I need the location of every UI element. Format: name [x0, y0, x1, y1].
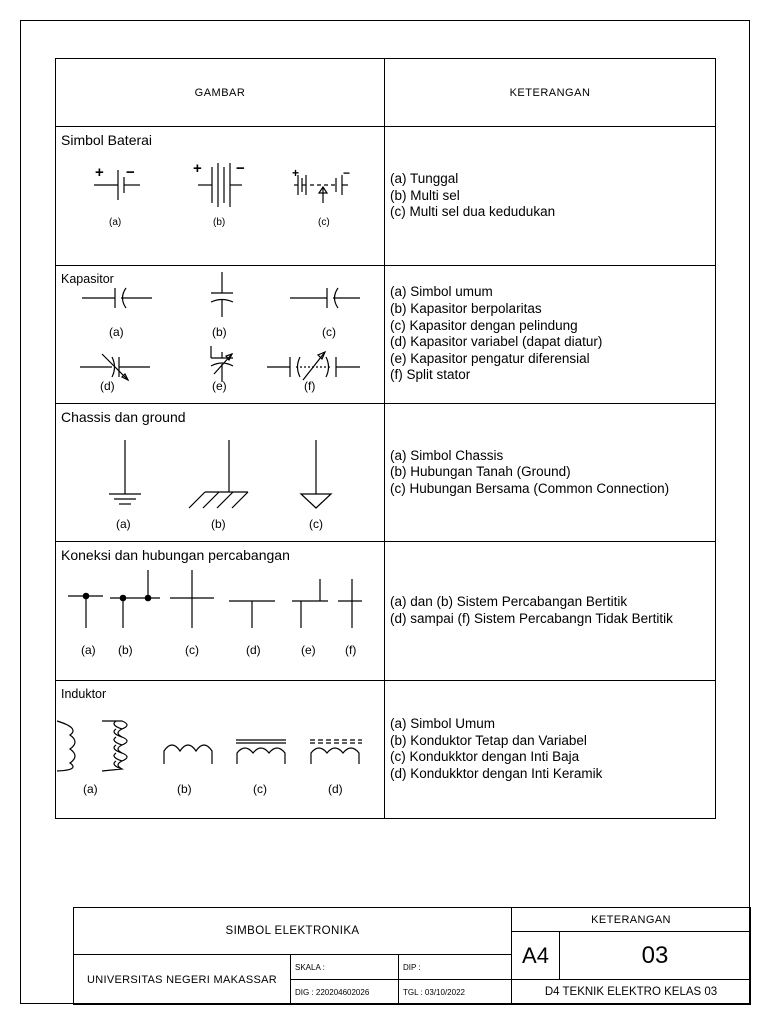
capacitor-description	[385, 265, 716, 403]
earth-ground-icon	[189, 440, 248, 531]
table-row	[56, 680, 716, 818]
offset-junction-icon	[292, 579, 328, 657]
capacitor-differential-icon	[211, 346, 233, 393]
minus-sign: −	[343, 166, 351, 181]
symbol-label: (c)	[185, 643, 199, 658]
symbol-label: (d)	[246, 643, 261, 658]
minus-sign: −	[126, 164, 135, 182]
description-line: (f) Split stator	[390, 367, 471, 383]
capacitor-general-icon	[82, 288, 152, 339]
description-line: (c) Kondukktor dengan Inti Baja	[390, 749, 580, 765]
symbol-label: (f)	[304, 378, 316, 393]
description-line: (b) Konduktor Tetap dan Variabel	[390, 732, 587, 748]
row-caption: Simbol Baterai	[61, 132, 153, 149]
description-line: (d) sampai (f) Sistem Percabangn Tidak Bertitik	[390, 610, 673, 626]
header-gambar: GAMBAR	[56, 59, 385, 127]
keterangan-label: KETERANGAN	[512, 908, 751, 932]
row-caption: Koneksi dan hubungan percabangan	[61, 547, 290, 564]
description-line: (d) Kapasitor variabel (dapat diatur)	[390, 334, 603, 350]
description-line: (b) Multi sel	[390, 187, 460, 203]
capacitor-shielded-icon	[290, 288, 360, 339]
description-line: (a) Tunggal	[390, 170, 459, 186]
capacitor-polarized-icon	[211, 272, 233, 339]
plus-sign: +	[292, 166, 300, 181]
description-line: (b) Kapasitor berpolaritas	[390, 301, 542, 317]
battery-multi-icon	[193, 160, 245, 228]
ground-symbols	[56, 404, 385, 542]
connection-symbols	[56, 542, 385, 680]
skala-field: SKALA :	[291, 955, 399, 980]
description-line: (c) Kapasitor dengan pelindung	[390, 317, 578, 333]
capacitor-symbols-cell	[56, 265, 385, 403]
table-row	[56, 542, 716, 680]
plus-sign: +	[95, 164, 104, 182]
tgl-field: TGL : 03/10/2022	[399, 980, 512, 1005]
symbol-label: (c)	[318, 217, 330, 229]
symbol-label: (a)	[81, 643, 96, 658]
tee-junction-icon	[229, 601, 275, 657]
crossing-icon	[170, 570, 214, 657]
symbol-label: (b)	[211, 516, 226, 531]
row-caption: Induktor	[61, 686, 107, 701]
description-line: (a) dan (b) Sistem Percabangan Bertitik	[390, 594, 628, 610]
symbol-label: (a)	[109, 217, 122, 229]
table-row	[56, 127, 716, 265]
symbol-label: (b)	[213, 217, 226, 229]
drawing-title: SIMBOL ELEKTRONIKA	[74, 908, 512, 955]
symbol-label: (d)	[328, 781, 343, 796]
table-row	[56, 265, 716, 403]
row-caption: Kapasitor	[61, 271, 114, 286]
plus-sign: +	[193, 160, 202, 178]
crossing-no-dot-icon	[338, 579, 362, 657]
symbol-label: (b)	[212, 324, 227, 339]
description-line: (a) Simbol Umum	[390, 716, 496, 732]
table-header-row	[56, 59, 716, 127]
symbol-table	[55, 58, 716, 819]
row-caption: Chassis dan ground	[61, 408, 186, 425]
connection-symbols-cell	[56, 542, 385, 680]
symbol-label: (b)	[177, 781, 192, 796]
symbol-label: (c)	[322, 324, 336, 339]
capacitor-split-stator-icon	[267, 352, 360, 393]
inductor-ceramic-core-icon	[310, 740, 362, 796]
description-line: (b) Hubungan Tanah (Ground)	[390, 464, 571, 480]
connection-description	[385, 542, 716, 680]
battery-description	[385, 127, 716, 265]
battery-single-icon	[94, 164, 140, 228]
symbol-label: (c)	[309, 516, 323, 531]
description-line: (a) Simbol umum	[390, 284, 493, 300]
sheet-number: 03	[560, 932, 751, 980]
capacitor-symbols	[56, 266, 385, 404]
inductor-symbols-cell	[56, 680, 385, 818]
description-line: (d) Kondukktor dengan Inti Keramik	[390, 765, 603, 781]
paper-size: A4	[512, 932, 560, 980]
symbol-label: (a)	[116, 516, 131, 531]
minus-sign: −	[236, 160, 245, 178]
description-line: (c) Hubungan Bersama (Common Connection)	[390, 480, 670, 496]
dip-field: DIP :	[399, 955, 512, 980]
symbol-label: (e)	[301, 643, 316, 658]
symbol-label: (a)	[109, 324, 124, 339]
inductor-general-icon	[57, 721, 127, 796]
inductor-description	[385, 680, 716, 818]
chassis-icon	[109, 440, 141, 531]
symbol-label: (f)	[345, 643, 357, 658]
dig-field: DIG : 220204602026	[291, 980, 399, 1005]
symbol-label: (e)	[212, 378, 227, 393]
table-row	[56, 403, 716, 541]
symbol-label: (b)	[118, 643, 133, 658]
battery-symbols	[56, 127, 385, 265]
ground-symbols-cell	[56, 403, 385, 541]
header-keterangan: KETERANGAN	[385, 59, 716, 127]
description-line: (c) Multi sel dua kedudukan	[390, 204, 556, 220]
battery-symbols-cell	[56, 127, 385, 265]
junction-dotted-double-icon	[110, 570, 160, 657]
description-line: (e) Kapasitor pengatur diferensial	[390, 350, 590, 366]
symbol-label: (d)	[100, 378, 115, 393]
symbol-label: (c)	[253, 781, 267, 796]
junction-dotted-tee-icon	[68, 593, 103, 657]
description-line: (a) Simbol Chassis	[390, 447, 504, 463]
inductor-fixed-icon	[164, 745, 212, 796]
capacitor-variable-icon	[80, 354, 150, 393]
ground-description	[385, 403, 716, 541]
institution-name: UNIVERSITAS NEGERI MAKASSAR	[74, 955, 291, 1005]
common-connection-icon	[301, 440, 331, 531]
inductor-symbols	[56, 681, 385, 819]
battery-two-position-icon	[292, 166, 350, 228]
class-label: D4 TEKNIK ELEKTRO KELAS 03	[512, 980, 751, 1005]
symbol-label: (a)	[83, 781, 98, 796]
inductor-iron-core-icon	[236, 740, 286, 796]
title-block	[73, 907, 751, 1005]
